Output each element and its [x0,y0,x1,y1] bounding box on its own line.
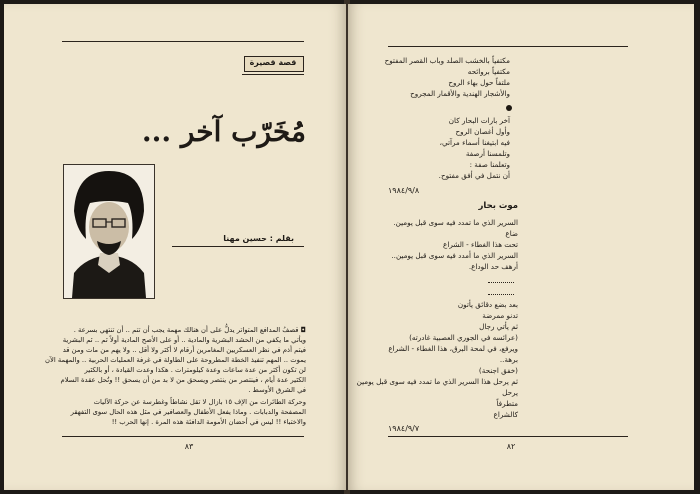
ellipsis-dots-1 [488,282,514,283]
left-top-rule [62,41,304,42]
stanza-2-line-3: ثم يأتي رجال [479,322,518,331]
stanza-2-line-8: ثم يرحل هذا السرير الذي ما تمدد فيه سوى قبل يومين [356,377,518,386]
right-page-number: ٨٢ [506,442,516,451]
poem-line-2: مكتفياً بروائحه [467,67,510,76]
stanza-1-line-2: ضاع [505,229,518,238]
poem-line-10: وتعلمنا صفة : [469,160,510,169]
stanza-2-line-2: تدنو ممرضة [482,311,518,320]
poem-line-3: ملتفاً حول بهاء الروح [448,78,510,87]
story-line-5: لن تكون أكثر من عدة ساعات وعدة كيلومترات . هكذا وعدت القيادة ، أو بالكثير [84,366,306,374]
story-line-6: الكثير عدة أيام ، فينتصر من ينتصر ويسحق من لا بد من أن يسحق !! وتُحل عقدة السلام [60,376,306,384]
stanza-2-line-7: (خفق اجنحة) [478,366,518,375]
ellipsis-dots-2 [488,294,514,295]
poem-line-11: أن نتمل في أفق مفتوح. [438,171,510,180]
author-portrait-image [64,165,154,298]
left-page [4,4,346,490]
right-top-rule [388,46,628,47]
story-line-4: يموت .. المهم تنفيذ الخطة المطروحة على الطاولة في غرفة العمليات الحربية .. والمهمة الآن [44,356,306,364]
poem-line-6: آخر بارات البحار كان [448,116,510,125]
left-bottom-rule [62,436,304,437]
stanza-2-line-9: يرحل [502,388,518,397]
poem-line-7: وأول أغصان الروح [455,127,510,136]
right-bottom-rule [388,436,628,437]
right-page [348,4,694,490]
stanza-2-line-10: متطرفاً [496,399,518,408]
poem-date-1: ١٩٨٤/٩/٨ [388,186,420,195]
stanza-2-line-4: (عرائسه في الجوري العصبية غادرته) [409,333,518,342]
author-photo [63,164,155,299]
story-line-8: وحركة الطائرات من الإف ١٥ بازال لا تقل نشاطاً وغطرسة عن حركة الآليات [93,398,306,406]
stanza-2-line-6: برهة.. [499,355,518,364]
section-label: قصة قصيرة [249,58,297,67]
story-line-3: فيتم أذم في نظر العسكريين المغامرين أرقام لا أكثر ولا أقل .. ولا يهم من مات ومن قد [62,346,306,354]
stanza-1-line-4: السرير الذي ما أمدد فيه سوى قبل يومين.. [391,251,518,260]
stanza-1-line-5: أرهف حد الوداع. [468,262,518,271]
poem-date-2: ١٩٨٤/٩/٧ [388,424,420,433]
byline-underline [172,246,304,247]
stanza-2-line-5: ويرفع، في لمحة البرق، هذا الغطاء - الشراع [388,344,518,353]
story-title: مُخَرّب آخر ... [141,115,306,148]
story-line-2: ويأتي ما يكفي من الحشد البشرية والمادية .. أو على الأصح المادية أولاً ثم .. ثم البشرية [62,336,306,344]
bullet-icon [506,105,512,111]
byline: بقلم : حسين مهنا [223,234,294,243]
stanza-1-line-1: السرير الذي ما تمدد فيه سوى قبل يومين. [393,218,518,227]
stanza-2-line-11: كالشراع [493,410,518,419]
section-label-underline [242,74,304,75]
story-line-10: والاختباء !! ليس في أحضان الأمومة الدافئة هذه المرة . إنها الحرب !! [111,418,306,426]
poem-line-1: مكتفياً بالخشب الصلد وباب القصر المفتوح [384,56,510,65]
left-page-number: ٨٣ [184,442,194,451]
stanza-2-line-1: بعد بضع دقائق يأتون [457,300,518,309]
story-line-1: ◘ قصفُ المدافع المتواتر يدلُّ على أن هنالك مهمة يجب أن تتم .. أن تنتهي بسرعة . [73,326,306,334]
stanza-1-line-3: تحت هذا الغطاء - الشراع [443,240,518,249]
story-line-9: المصفحة والدبابات . وماذا يفعل الأطفال والعصافير في مثل هذه الحال سوى التفهقر [70,408,306,416]
poem-line-8: فيه ابتيغنا أسماء مرآتي، [439,138,510,147]
poem-line-4: والأشجار الهندية والأقمار المجروح [410,89,510,98]
story-line-7: في الشرق الأوسط . [248,386,306,394]
poem-title: موت بحار [478,201,518,211]
poem-line-9: وتلمسنا أرصفة [465,149,510,158]
